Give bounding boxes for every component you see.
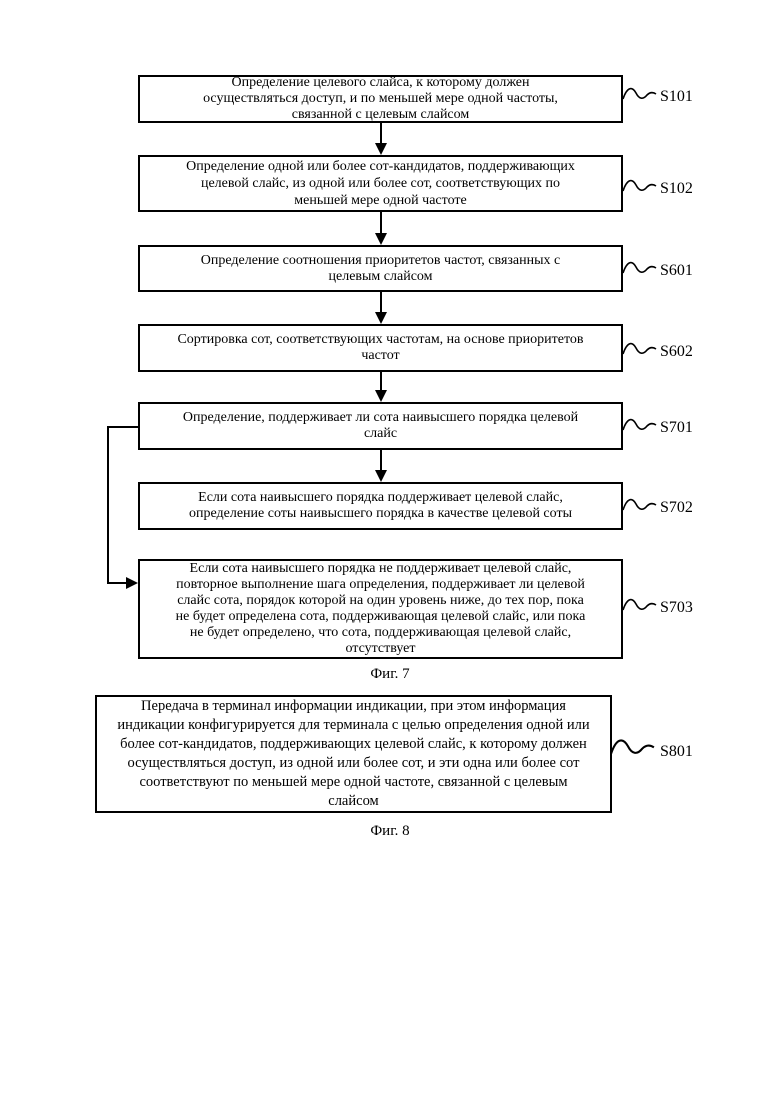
step-label-s601: S601 (660, 262, 693, 279)
step-text: Определение одной или более сот-кандидатов, поддерживающих целевой слайс, из одной или более сот, соответствующих по меньшей мере одной частоте (186, 159, 575, 208)
flow-arrowhead (375, 312, 387, 324)
step-text: Определение соотношения приоритетов частот, связанных с целевым слайсом (200, 252, 561, 284)
step-box-s602 (138, 324, 623, 372)
step-text: Определение, поддерживает ли сота наивысшего порядка целевой слайс (182, 410, 579, 441)
reference-squiggle (623, 181, 656, 191)
flow-arrowhead (375, 233, 387, 245)
step-text: Если сота наивысшего порядка не поддерживает целевой слайс, повторное выполнение шага определения, поддерживает ли целевой слайс сота, порядок которой на один уровень ниже, до тех пор, пока не будет определена сота, поддерживающая целевой слайс, или пока не будет определено, что сота, поддерживающая целевой слайс, отсутствует (175, 561, 586, 656)
step-box-s601 (138, 245, 623, 292)
step-text: Определение целевого слайса, к которому должен осуществляться доступ, и по меньшей мере одной частоты, связанной с целевым слайсом (203, 75, 558, 122)
step-box-s102 (138, 155, 623, 212)
step-box-s101 (138, 75, 623, 123)
step-text: Передача в терминал информации индикации, при этом информация индикации конфигурируется для терминала с целью определения одной или более сот-кандидатов, поддерживающих целевой слайс, к которому должен осуществляться доступ, из одной или более сот, и эти одна или более сот соответствуют по меньшей мере одной частоте, связанной с целевым слайсом (117, 698, 590, 809)
reference-squiggle (623, 500, 656, 510)
reference-squiggle (623, 344, 656, 354)
reference-squiggle (623, 420, 656, 430)
step-label-s702: S702 (660, 499, 693, 516)
step-label-s701: S701 (660, 419, 693, 436)
reference-squiggle (623, 600, 656, 610)
loop-arrowhead (126, 577, 138, 589)
step-label-s101: S101 (660, 88, 693, 105)
step-box-s703 (138, 559, 623, 659)
step-text: Сортировка сот, соответствующих частотам, на основе приоритетов частот (177, 332, 584, 363)
step-box-s801 (95, 695, 612, 813)
reference-squiggle (611, 740, 654, 753)
flow-arrowhead (375, 390, 387, 402)
step-label-s801: S801 (660, 743, 693, 760)
figure7-caption: Фиг. 7 (370, 666, 410, 682)
loop-connector (108, 427, 139, 583)
step-text: Если сота наивысшего порядка поддерживает целевой слайс, определение соты наивысшего порядка в качестве целевой соты (189, 490, 572, 521)
reference-squiggle (623, 263, 656, 273)
figure8-caption: Фиг. 8 (370, 823, 410, 839)
step-box-s701 (138, 402, 623, 450)
step-label-s102: S102 (660, 180, 693, 197)
reference-squiggle (623, 89, 656, 99)
step-box-s702 (138, 482, 623, 530)
step-label-s703: S703 (660, 599, 693, 616)
flow-arrowhead (375, 470, 387, 482)
step-label-s602: S602 (660, 343, 693, 360)
flow-arrowhead (375, 143, 387, 155)
